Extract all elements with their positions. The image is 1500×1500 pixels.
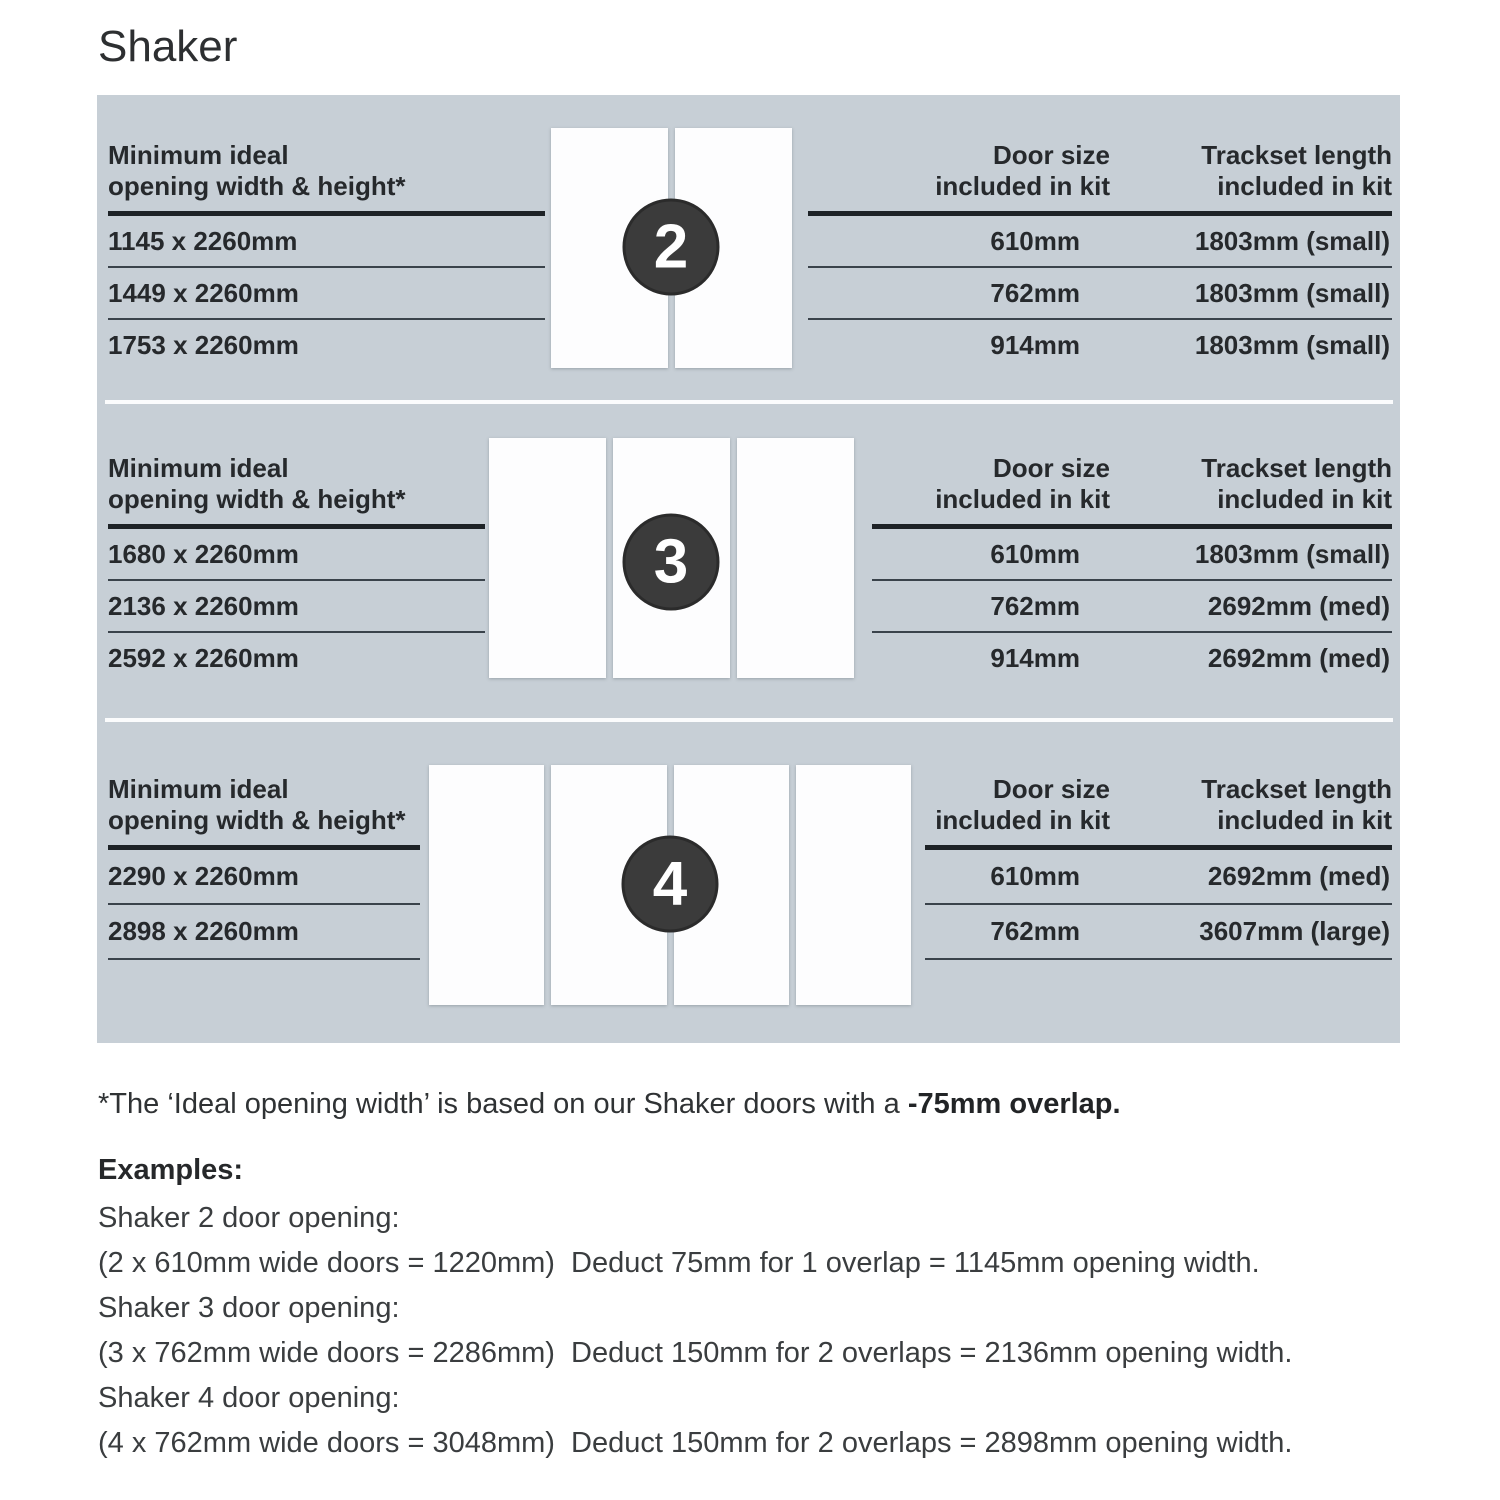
trackset-length-value: 1803mm (small) (1194, 277, 1390, 308)
table-row (872, 581, 1392, 633)
door-size-header-line2: included in kit (935, 805, 1110, 835)
door-size-value: 610mm (990, 225, 1080, 256)
trackset-length-value: 2692mm (med) (1207, 642, 1390, 673)
table-row (108, 216, 545, 268)
table-row (872, 633, 1392, 683)
trackset-header-line2: included in kit (1217, 805, 1392, 835)
section-divider (105, 400, 1393, 404)
opening-size-header-line1: Minimum ideal (108, 140, 289, 170)
table-row (108, 581, 485, 633)
door-size-value: 762mm (990, 277, 1080, 308)
opening-size-value: 1753 x 2260mm (108, 329, 299, 360)
opening-size-header-line2: opening width & height* (108, 805, 406, 835)
example-detail: (2 x 610mm wide doors = 1220mm) Deduct 75mm for 1 overlap = 1145mm opening width. (98, 1247, 1260, 1279)
trackset-length-value: 1803mm (small) (1194, 329, 1390, 360)
footnote (98, 1085, 1121, 1123)
door-panel (796, 765, 911, 1005)
door-panel (489, 438, 606, 678)
opening-size-header (108, 453, 485, 529)
table-row (108, 905, 420, 960)
door-size-value: 762mm (990, 590, 1080, 621)
footnote-bold: -75mm overlap. (907, 1088, 1121, 1120)
opening-size-value: 2136 x 2260mm (108, 590, 299, 621)
footnote-text: *The ‘Ideal opening width’ is based on our Shaker doors with a (98, 1088, 908, 1120)
opening-size-header-line1: Minimum ideal (108, 774, 289, 804)
kit-table-header (925, 774, 1392, 850)
examples-heading: Examples: (98, 1154, 244, 1186)
opening-size-value: 1680 x 2260mm (108, 538, 299, 569)
example-detail: (3 x 762mm wide doors = 2286mm) Deduct 150mm for 2 overlaps = 2136mm opening width. (98, 1337, 1293, 1369)
door-count-badge: 2 (623, 199, 720, 296)
door-size-value: 610mm (990, 538, 1080, 569)
table-row (872, 529, 1392, 581)
opening-size-value: 2290 x 2260mm (108, 861, 299, 891)
opening-size-value: 1449 x 2260mm (108, 277, 299, 308)
trackset-length-value: 3607mm (large) (1199, 916, 1390, 946)
opening-size-header-line2: opening width & height* (108, 484, 406, 514)
opening-size-header (108, 140, 545, 216)
example-label: Shaker 2 door opening: (98, 1202, 400, 1234)
opening-size-value: 2592 x 2260mm (108, 642, 299, 673)
door-panel (737, 438, 854, 678)
trackset-header-line1: Trackset length (1201, 453, 1392, 483)
table-row (108, 850, 420, 905)
opening-size-header (108, 774, 420, 850)
example-label: Shaker 3 door opening: (98, 1292, 400, 1324)
door-size-value: 762mm (990, 916, 1080, 946)
opening-size-header-line1: Minimum ideal (108, 453, 289, 483)
table-row (808, 268, 1392, 320)
door-size-header-line2: included in kit (935, 171, 1110, 201)
table-row (925, 905, 1392, 960)
door-count-badge: 3 (623, 514, 720, 611)
table-row (108, 633, 485, 683)
trackset-length-value: 2692mm (med) (1207, 590, 1390, 621)
door-kit-panel (97, 95, 1400, 1043)
trackset-length-value: 1803mm (small) (1194, 225, 1390, 256)
trackset-header-line2: included in kit (1217, 484, 1392, 514)
table-row (925, 850, 1392, 905)
kit-table-2door (808, 140, 1392, 370)
page-title: Shaker (98, 22, 238, 71)
kit-table-header (808, 140, 1392, 216)
kit-table-4door (925, 774, 1392, 960)
table-row (108, 268, 545, 320)
door-count-badge: 4 (622, 836, 719, 933)
trackset-length-value: 2692mm (med) (1207, 861, 1390, 891)
trackset-length-value: 1803mm (small) (1194, 538, 1390, 569)
table-row (108, 320, 545, 370)
trackset-header-line1: Trackset length (1201, 774, 1392, 804)
table-row (108, 529, 485, 581)
door-size-value: 914mm (990, 642, 1080, 673)
section-divider (105, 718, 1393, 722)
trackset-header-line2: included in kit (1217, 171, 1392, 201)
example-label: Shaker 4 door opening: (98, 1382, 400, 1414)
door-size-value: 914mm (990, 329, 1080, 360)
opening-size-table-2door (108, 140, 545, 370)
door-size-header-line2: included in kit (935, 484, 1110, 514)
opening-size-value: 2898 x 2260mm (108, 916, 299, 946)
example-detail: (4 x 762mm wide doors = 3048mm) Deduct 150mm for 2 overlaps = 2898mm opening width. (98, 1427, 1293, 1459)
opening-size-header-line2: opening width & height* (108, 171, 406, 201)
door-size-header-line1: Door size (992, 140, 1110, 170)
opening-size-value: 1145 x 2260mm (108, 225, 298, 256)
door-size-header-line1: Door size (992, 453, 1110, 483)
door-size-value: 610mm (990, 861, 1080, 891)
trackset-header-line1: Trackset length (1201, 140, 1392, 170)
examples-list (98, 1196, 1292, 1466)
door-size-header-line1: Door size (992, 774, 1110, 804)
opening-size-table-3door (108, 453, 485, 683)
table-row (808, 320, 1392, 370)
kit-table-3door (872, 453, 1392, 683)
door-panel (429, 765, 544, 1005)
kit-table-header (872, 453, 1392, 529)
table-row (808, 216, 1392, 268)
opening-size-table-4door (108, 774, 420, 960)
